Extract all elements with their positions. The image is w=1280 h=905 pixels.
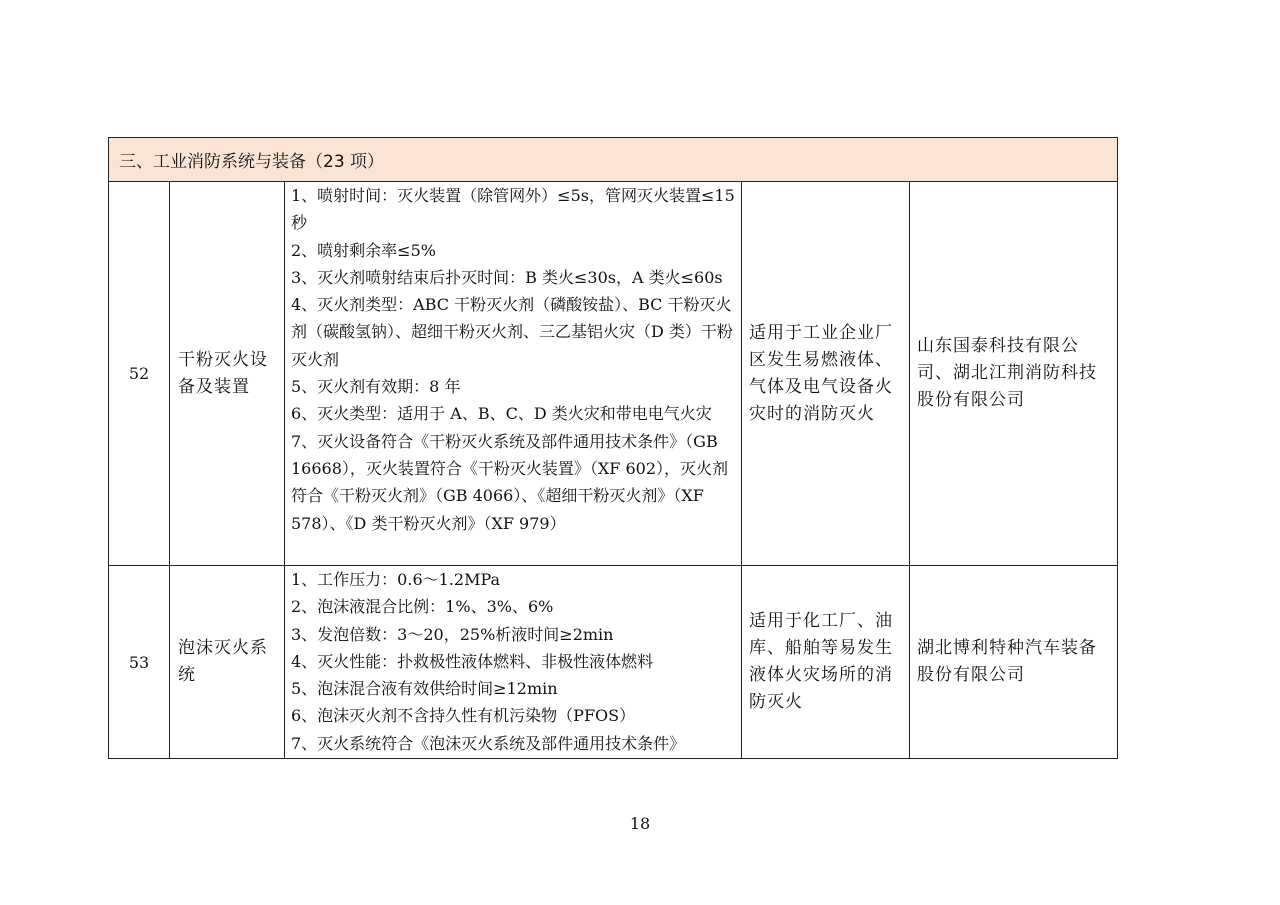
- spec-item: 5、泡沫混合液有效供给时间≥12min: [291, 679, 558, 699]
- spec-item: 3、发泡倍数：3～20，25%析液时间≥2min: [291, 624, 614, 644]
- page-number: 18: [629, 814, 651, 833]
- company-name: 湖北博利特种汽车装备股份有限公司: [910, 566, 1118, 759]
- spec-item: 6、灭火类型：适用于 A、B、C、D 类火灾和带电电气火灾: [291, 404, 712, 424]
- product-name: 泡沫灭火系统: [170, 566, 285, 759]
- spec-item: 1、喷射时间：灭火装置（除管网外）≤5s，管网灭火装置≤15 秒: [291, 186, 735, 233]
- product-name: 干粉灭火设备及装置: [170, 182, 285, 566]
- spec-item: 7、灭火设备符合《干粉灭火系统及部件通用技术条件》（GB 16668），灭火装置符合《干粉灭火装置》（XF 602），灭火剂符合《干粉灭火剂》（GB 4066）、《超细干粉灭火剂》（XF 578）、《D 类干粉灭火剂》（XF 979）: [291, 431, 729, 533]
- row-number: 52: [109, 182, 170, 566]
- spec-list: [285, 566, 742, 759]
- spec-item: 6、泡沫灭火剂不含持久性有机污染物（PFOS）: [291, 706, 636, 726]
- row-number: 53: [109, 566, 170, 759]
- equipment-table: [108, 137, 1118, 759]
- section-title: 三、工业消防系统与装备（23 项）: [109, 138, 1118, 182]
- spec-item: 7、灭火系统符合《泡沫灭火系统及部件通用技术条件》: [291, 733, 686, 753]
- spec-item: 4、灭火剂类型：ABC 干粉灭火剂（磷酸铵盐）、BC 干粉灭火剂（碳酸氢钠）、超细干粉灭火剂、三乙基铝火灾（D 类）干粉灭火剂: [291, 295, 733, 369]
- spec-item: 3、灭火剂喷射结束后扑灭时间：B 类火≤30s，A 类火≤60s: [291, 267, 723, 287]
- spec-item: 2、喷射剩余率≤5%: [291, 240, 436, 260]
- application-scope: 适用于化工厂、油库、船舶等易发生液体火灾场所的消防灭火: [742, 566, 910, 759]
- table-row: [109, 566, 1118, 759]
- company-name: 山东国泰科技有限公司、湖北江荆消防科技股份有限公司: [910, 182, 1118, 566]
- section-header-row: [109, 138, 1118, 182]
- application-scope: 适用于工业企业厂区发生易燃液体、气体及电气设备火灾时的消防灭火: [742, 182, 910, 566]
- spec-item: 4、灭火性能：扑救极性液体燃料、非极性液体燃料: [291, 651, 654, 671]
- spec-list: [285, 182, 742, 566]
- table-row: [109, 182, 1118, 566]
- spec-item: 2、泡沫液混合比例：1%、3%、6%: [291, 597, 554, 617]
- spec-item: 5、灭火剂有效期：8 年: [291, 377, 461, 397]
- spec-item: 1、工作压力：0.6～1.2MPa: [291, 570, 501, 589]
